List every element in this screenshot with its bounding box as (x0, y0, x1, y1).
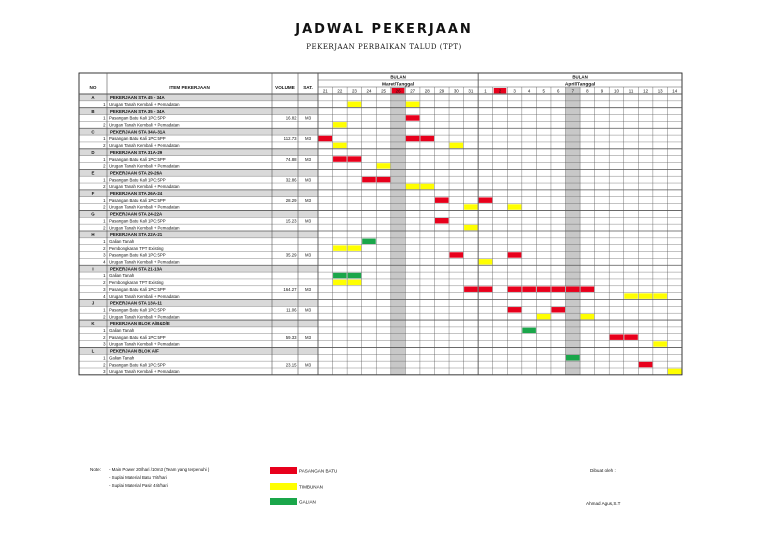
section-grid-bg (318, 210, 682, 217)
item-number: 2 (103, 225, 106, 231)
day-number: 23 (351, 88, 357, 94)
section-title: PEKERJAAN STA 13A-11 (110, 300, 162, 306)
item-number: 2 (103, 245, 106, 251)
item-number: 1 (103, 328, 106, 333)
schedule-bar (581, 287, 595, 292)
item-number: 1 (103, 136, 106, 142)
holiday-column (391, 300, 406, 307)
schedule-bar (377, 163, 391, 168)
item-description: Galian Tanah (109, 238, 135, 244)
schedule-bar (551, 307, 565, 312)
day-number: 9 (600, 88, 604, 94)
item-number: 1 (103, 307, 106, 313)
schedule-bar (639, 293, 653, 298)
section-letter: G (91, 211, 95, 217)
schedule-bar (522, 287, 536, 292)
item-volume: 74.88 (285, 156, 297, 162)
section-grid-bg (318, 190, 682, 197)
schedule-bar (624, 293, 638, 298)
schedule-bar (333, 245, 347, 250)
holiday-column (391, 149, 406, 156)
schedule-bar (464, 287, 478, 292)
schedule-bar (406, 102, 420, 107)
holiday-column (391, 169, 406, 176)
schedule-bar (479, 197, 493, 202)
signature-label: Dibuat oleh : (590, 468, 616, 473)
item-description: Pasangan Batu Kali 1PC:5PP (109, 156, 166, 162)
schedule-bar (479, 287, 493, 292)
schedule-bar (551, 287, 565, 292)
day-number: 14 (672, 88, 678, 94)
item-number: 2 (103, 163, 106, 169)
item-description: Pasangan Batu Kali 1PC:5PP (109, 286, 166, 292)
schedule-bar (420, 184, 434, 189)
section-title: PEKERJAAN STA 21-13A (110, 266, 163, 272)
day-number: 27 (410, 88, 416, 94)
day-number: 21 (322, 88, 328, 94)
item-unit: M3 (305, 177, 311, 183)
notes-line: - Main Power 20/hari /10m3 (Team yang terpenuhi ) (109, 467, 210, 472)
schedule-bar (333, 122, 347, 127)
item-description: Pasangan Batu Kali 1PC:5PP (109, 218, 166, 224)
item-description: Pasangan Batu Kali 1PC:5PP (109, 334, 166, 340)
holiday-column (391, 128, 406, 135)
notes-line: - Suplai Material Pasir 4rit/hari (109, 483, 168, 488)
day-number: 29 (439, 88, 445, 94)
holiday-column (566, 347, 581, 354)
item-number: 1 (103, 177, 106, 183)
section-grid-bg (318, 128, 682, 135)
schedule-bar (435, 218, 449, 223)
item-description: Urugan Tanah Kembali + Pemadatan (109, 184, 180, 190)
item-number: 1 (103, 197, 106, 203)
item-number: 4 (103, 293, 106, 299)
legend-swatch-red (270, 467, 297, 474)
item-description: Urugan Tanah Kembali + Pemadatan (109, 341, 180, 347)
section-grid-bg (318, 94, 682, 101)
legend-label: PASANGAN BATU (299, 468, 338, 474)
holiday-column (391, 94, 406, 101)
holiday-column (391, 231, 406, 238)
day-number: 5 (542, 88, 545, 94)
holiday-column (391, 210, 406, 217)
holiday-column (391, 265, 406, 272)
schedule-bar (362, 239, 376, 244)
schedule-bar (508, 252, 522, 257)
item-description: Urugan Tanah Kembali + Pemadatan (109, 143, 180, 149)
item-volume: 32.86 (285, 177, 297, 183)
item-description: Pasangan Batu Kali 1PC:5PP (109, 197, 166, 203)
item-description: Pasangan Batu Kali 1PC:5PP (109, 115, 166, 121)
item-number: 2 (103, 122, 106, 128)
section-letter: C (91, 129, 95, 135)
schedule-bar (610, 334, 624, 339)
section-title: PEKERJAAN STA 34A-31A (110, 129, 166, 135)
day-number: 11 (628, 88, 634, 94)
day-number: 22 (337, 88, 343, 94)
header-month-label: BULAN (572, 74, 588, 80)
item-description: Pasangan Batu Kali 1PC:5PP (109, 177, 166, 183)
schedule-bar (537, 314, 551, 319)
item-description: Urugan Tanah Kembali + Pemadatan (109, 204, 180, 210)
header-item: ITEM PEKERJAAN (169, 85, 210, 90)
section-grid-bg (318, 169, 682, 176)
schedule-bar (348, 156, 362, 161)
section-grid-bg (318, 265, 682, 272)
day-number: 4 (527, 88, 531, 94)
schedule-bar (624, 334, 638, 339)
day-number: 2 (498, 88, 502, 94)
item-description: Urugan Tanah Kembali + Pemadatan (109, 369, 180, 375)
schedule-bar (406, 184, 420, 189)
schedule-bar (450, 143, 464, 148)
legend-swatch-yellow (270, 483, 297, 490)
schedule-bar (464, 204, 478, 209)
holiday-column (566, 320, 581, 327)
section-title: PEKERJAAN BLOK A/F (110, 348, 159, 354)
item-number: 1 (103, 101, 106, 107)
holiday-column (566, 149, 581, 156)
item-volume: 11.06 (286, 307, 297, 313)
schedule-bar (435, 197, 449, 202)
day-number: 28 (424, 88, 430, 94)
holiday-column (391, 108, 406, 115)
section-letter: E (91, 170, 95, 176)
schedule-bar (333, 280, 347, 285)
schedule-bar (566, 287, 580, 292)
item-number: 1 (103, 273, 106, 279)
signature-name: Ahmad Agus,S.T (586, 501, 621, 506)
item-volume: 112.73 (283, 136, 297, 142)
holiday-column (566, 190, 581, 197)
section-title: PEKERJAAN STA 45 - 34A (110, 95, 165, 101)
schedule-bar (348, 245, 362, 250)
item-number: 4 (103, 259, 106, 265)
item-number: 2 (103, 362, 106, 368)
schedule-bar (406, 136, 420, 141)
schedule-bar (566, 355, 580, 360)
schedule-bar (348, 102, 362, 107)
day-number: 31 (468, 88, 474, 94)
holiday-column (566, 94, 581, 101)
item-description: Pasangan Batu Kali 1PC:5PP (109, 307, 166, 313)
item-volume: 164.27 (283, 286, 297, 292)
notes-label: Note: (90, 467, 101, 472)
schedule-bar (450, 252, 464, 257)
item-description: Urugan Tanah Kembali + Pemadatan (109, 225, 180, 231)
item-number: 1 (103, 115, 106, 121)
item-volume: 23.15 (285, 362, 297, 368)
schedule-bar (537, 287, 551, 292)
schedule-bar (464, 225, 478, 230)
day-number: 6 (557, 88, 560, 94)
schedule-bar (639, 362, 653, 367)
item-number: 2 (103, 204, 106, 210)
item-volume: 16.82 (285, 115, 297, 121)
section-title: PEKERJAAN STA 26A-24 (110, 191, 163, 196)
legend-swatch-green (270, 498, 297, 505)
item-volume: 59.33 (285, 334, 297, 340)
section-grid-bg (318, 320, 682, 327)
day-number: 1 (484, 88, 487, 94)
schedule-bar (377, 177, 391, 182)
section-grid-bg (318, 347, 682, 354)
notes-line: - Suplai Material Batu 7rit/hari (109, 475, 167, 480)
section-grid-bg (318, 300, 682, 307)
holiday-column (566, 128, 581, 135)
schedule-bar (581, 314, 595, 319)
item-number: 3 (103, 252, 106, 258)
schedule-bar (319, 136, 333, 141)
schedule-bar (508, 287, 522, 292)
item-number: 1 (103, 156, 106, 162)
schedule-bar (362, 177, 376, 182)
item-number: 2 (103, 184, 106, 190)
item-volume: 15.23 (285, 218, 297, 224)
item-description: Urugan Tanah Kembali + Pemadatan (109, 293, 180, 299)
schedule-bar (653, 341, 667, 346)
schedule-bar (333, 273, 347, 278)
holiday-column (566, 210, 581, 217)
item-number: 2 (103, 334, 106, 340)
header-sat: SAT. (303, 85, 313, 90)
item-unit: M3 (305, 252, 311, 258)
section-title: PEKERJAAN STA 29-26A (110, 170, 163, 176)
holiday-column (566, 169, 581, 176)
item-unit: M3 (305, 115, 311, 121)
schedule-bar (522, 328, 536, 333)
table-border (79, 73, 682, 375)
item-number: 1 (103, 218, 106, 224)
item-unit: M3 (305, 136, 311, 142)
schedule-bar (406, 115, 420, 120)
item-unit: M3 (305, 334, 311, 340)
item-volume: 28.29 (285, 197, 297, 203)
section-title: PEKERJAAN STA 35 - 34A (110, 108, 165, 114)
header-volume: VOLUME (275, 85, 295, 90)
legend-label: TIMBUNAN (299, 484, 323, 490)
item-description: Galian Tanah (109, 273, 135, 279)
page-title: JADWAL PEKERJAAN (295, 22, 473, 37)
holiday-column (391, 320, 406, 327)
holiday-column (391, 190, 406, 197)
schedule-bar (508, 204, 522, 209)
day-number: 26 (395, 88, 401, 94)
holiday-column (391, 347, 406, 354)
day-number: 12 (643, 88, 649, 94)
schedule-bar (653, 293, 667, 298)
header-period: Maret/Tanggal (381, 82, 415, 88)
item-description: Galian Tanah (109, 328, 135, 333)
schedule-bar (668, 369, 682, 374)
section-letter: I (92, 266, 94, 272)
item-unit: M3 (305, 286, 311, 292)
section-grid-bg (318, 231, 682, 238)
item-description: Urugan Tanah Kembali + Pemadatan (109, 122, 180, 128)
header-no: NO (89, 85, 97, 90)
item-unit: M3 (305, 156, 311, 162)
section-title: PEKERJAAN STA 22A-21 (110, 232, 163, 238)
day-number: 10 (614, 88, 619, 94)
section-letter: D (91, 149, 95, 155)
section-title: PEKERJAAN BLOK A/B&D/E (110, 321, 170, 327)
header-month-label: BULAN (390, 74, 406, 80)
item-number: 3 (103, 286, 106, 292)
day-number: 7 (571, 88, 575, 94)
item-number: 2 (103, 280, 106, 286)
item-description: Urugan Tanah Kembali + Pemadatan (109, 101, 180, 107)
section-letter: B (91, 108, 95, 114)
schedule-bar (479, 259, 493, 264)
item-description: Pasangan Batu Kali 1PC:5PP (109, 362, 166, 368)
schedule-bar (348, 280, 362, 285)
section-letter: A (91, 95, 95, 101)
item-volume: 35.29 (285, 252, 297, 258)
section-title: PEKERJAAN STA 24-22A (110, 211, 163, 217)
holiday-column (566, 300, 581, 307)
item-description: Pembongkaran TPT Existing (109, 280, 164, 286)
schedule-bar (333, 143, 347, 148)
item-number: 1 (103, 238, 106, 244)
section-grid-bg (318, 108, 682, 115)
schedule-bar (508, 307, 522, 312)
item-description: Pasangan Batu Kali 1PC:5PP (109, 252, 166, 258)
item-number: 1 (103, 355, 106, 361)
item-description: Galian Tanah (109, 355, 135, 361)
schedule-bar (333, 156, 347, 161)
day-number: 24 (366, 88, 372, 94)
item-description: Pasangan Batu Kali 1PC:5PP (109, 136, 166, 142)
page-subtitle: PEKERJAAN PERBAIKAN TALUD (TPT) (306, 43, 462, 51)
day-number: 30 (453, 88, 459, 94)
item-unit: M3 (305, 362, 311, 368)
holiday-column (566, 231, 581, 238)
section-title: PEKERJAAN STA 31A-29 (110, 149, 163, 155)
day-number: 8 (586, 88, 589, 94)
section-letter: F (91, 191, 95, 196)
item-description: Urugan Tanah Kembali + Pemadatan (109, 163, 180, 169)
header-period: April/Tanggal (564, 82, 596, 88)
day-number: 13 (657, 88, 663, 94)
day-number: 25 (381, 88, 386, 94)
item-description: Urugan Tanah Kembali + Pemadatan (109, 259, 180, 265)
section-letter: H (91, 232, 95, 238)
section-letter: J (91, 300, 95, 306)
item-number: 3 (103, 341, 106, 347)
schedule-bar (348, 273, 362, 278)
item-unit: M3 (305, 197, 311, 203)
schedule-bar (420, 136, 434, 141)
section-letter: K (91, 321, 95, 327)
item-unit: M3 (305, 307, 311, 313)
item-unit: M3 (305, 218, 311, 224)
item-description: Pembongkaran TPT Existing (109, 245, 164, 251)
item-description: Urugan Tanah Kembali + Pemadatan (109, 314, 180, 320)
item-number: 3 (103, 369, 106, 375)
holiday-column (566, 265, 581, 272)
legend-label: GALIAN (299, 499, 316, 505)
holiday-column (566, 108, 581, 115)
section-letter: L (91, 348, 95, 354)
day-number: 3 (513, 88, 516, 94)
item-number: 2 (103, 314, 106, 320)
section-grid-bg (318, 149, 682, 156)
item-number: 2 (103, 143, 106, 149)
